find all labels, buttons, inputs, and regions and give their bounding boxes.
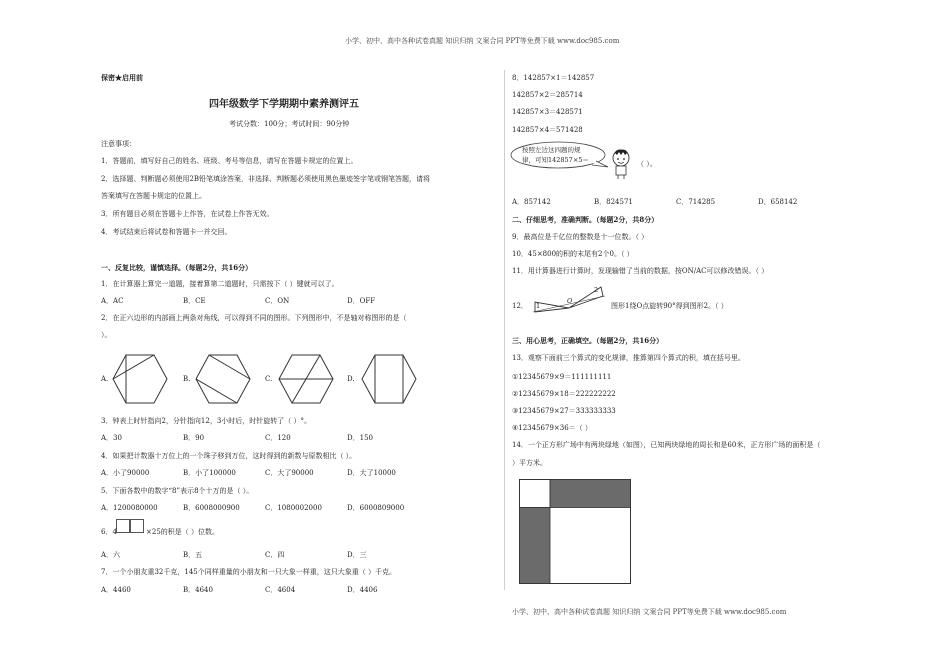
column-divider: [504, 70, 505, 590]
q13-line-3: ③12345679×27＝333333333: [512, 407, 616, 415]
note-2-cont: 答案填写在答题卡规定的位置上。: [101, 192, 206, 200]
question-5: 5．下面各数中的数字“8”表示8个十万的是（ ）。: [101, 487, 254, 495]
q5-option-d: D．6000809000: [347, 504, 405, 512]
q3-option-a: A．30: [101, 434, 122, 442]
rotation-label-o: O: [567, 297, 573, 305]
q2-label-d: D.: [347, 375, 355, 383]
hexagon-figure-c: [278, 354, 334, 404]
secret-label: 保密★启用前: [101, 73, 143, 82]
q13-line-2: ②12345679×18＝222222222: [512, 390, 616, 398]
note-3: 3．所有题目必须在答题卡上作答，在试卷上作答无效。: [101, 210, 274, 218]
q1-option-b: B．CE: [183, 297, 206, 305]
q4-option-c: C．大了90000: [265, 469, 314, 477]
question-6-number: 6．4: [101, 528, 117, 536]
square-plaza-figure: [519, 479, 631, 584]
q7-option-a: A．4460: [101, 586, 131, 594]
q6-digit-boxes: [116, 519, 144, 533]
rotation-label-2: 2: [594, 286, 599, 294]
boy-cartoon-icon: [610, 148, 632, 180]
q8-option-c: C．714285: [676, 198, 716, 206]
q4-option-a: A．小了90000: [101, 469, 150, 477]
note-2: 2．选择题、判断题必须使用2B铅笔填涂答案，非选择、判断题必须使用黑色墨迹签字笔或钢笔答题，请将: [101, 175, 431, 183]
section-3-heading: 三、用心思考，正确填空。（每题2分，共16分）: [512, 336, 664, 345]
q8-option-a: A．857142: [512, 198, 551, 206]
page-header: 小学、初中、高中各种试卷真题 知识归纳 文案合同 PPT等免费下载 www.doc985.com: [345, 37, 620, 45]
q8-option-b: B．824571: [594, 198, 633, 206]
question-12-number: 12．: [512, 302, 528, 310]
q3-option-b: B．90: [183, 434, 205, 442]
q2-label-b: B.: [183, 375, 191, 383]
rotation-label-1: 1: [536, 302, 541, 310]
q8-answer-blank: （ ）。: [637, 160, 657, 168]
speech-bubble-line-2: 律，可知142857×5＝: [522, 156, 589, 164]
q7-option-b: B．4640: [183, 586, 213, 594]
question-2-cont: ）。: [101, 331, 112, 339]
q2-label-a: A.: [101, 375, 109, 383]
hexagon-figure-b: [195, 354, 251, 404]
q4-option-d: D．大了10000: [347, 469, 396, 477]
question-14-cont: ）平方米。: [512, 459, 547, 467]
note-1: 1．答题前，填写好自己的姓名、班级、考号等信息，请写在答题卡规定的位置上。: [101, 157, 358, 165]
section-2-heading: 二、仔细思考，准确判断。（每题2分，共8分）: [512, 215, 659, 224]
hexagon-figure-a: [112, 354, 168, 404]
q6-option-b: B．五: [183, 551, 203, 559]
q5-option-c: C．1080002000: [265, 504, 322, 512]
question-14: 14．一个正方形广场中有两块绿地（如图），已知两块绿地的周长和是60米，正方形广场的面积是（: [512, 441, 821, 449]
question-4: 4．如果把计数器十万位上的一个珠子移到万位，这时得到的新数与原数相比（ ）。: [101, 452, 357, 460]
q13-line-1: ①12345679×9＝111111111: [512, 373, 612, 381]
section-1-heading: 一、反复比较，谨慎选择。（每题2分，共16分）: [101, 263, 253, 272]
question-13: 13．观察下面前三个算式的变化规律，推算第四个算式的积，填在括号里。: [512, 354, 745, 362]
q2-label-c: C.: [265, 375, 273, 383]
q3-option-d: D．150: [347, 434, 373, 442]
question-9: 9．最高位是千亿位的整数是十一位数。（ ）: [512, 233, 649, 241]
q4-option-b: B．小了100000: [183, 469, 236, 477]
q1-option-c: C．ON: [265, 297, 290, 305]
question-12: 图形1绕O点旋转90°得到图形2。（ ）: [611, 302, 728, 310]
question-6: ×25的积是（ ）位数。: [146, 528, 219, 536]
note-4: 4．考试结束后将试卷和答题卡一并交回。: [101, 228, 232, 236]
q8-line-2: 142857×2＝285714: [512, 91, 583, 99]
q8-option-d: D．658142: [758, 198, 798, 206]
q6-option-d: D．三: [347, 551, 367, 559]
exam-info: 考试分数：100分；考试时间：90分钟: [229, 120, 350, 128]
q7-option-c: C．4604: [265, 586, 296, 594]
q5-option-a: A．1200080000: [101, 504, 158, 512]
hexagon-figure-d: [361, 354, 417, 404]
q8-line-1: 8．142857×1＝142857: [512, 74, 595, 82]
notes-heading: 注意事项：: [101, 140, 136, 148]
q1-option-d: D．OFF: [347, 297, 376, 305]
question-11: 11．用计算器进行计算时，发现输错了当前的数据，按ON/AC可以修改错误。（ ）: [512, 267, 769, 275]
q7-option-d: D．4406: [347, 586, 378, 594]
q8-line-3: 142857×3＝428571: [512, 108, 583, 116]
question-10: 10．45×800的积的末尾有2个0。（ ）: [512, 250, 634, 258]
page-title: 四年级数学下学期期中素养测评五: [209, 99, 359, 110]
q13-line-4: ④12345679×36＝（ ）: [512, 424, 592, 432]
speech-bubble-line-1: 按照左边这四题的规: [522, 146, 581, 154]
question-2: 2．在正六边形的内部画上两条对角线，可以得到不同的图形。下列图形中，不是轴对称图形的是（: [101, 314, 407, 322]
question-7: 7．一个小朋友重32千克，145个同样重量的小朋友和一只大象一样重，这只大象重（ ）千克。: [101, 568, 396, 576]
q6-option-a: A．六: [101, 551, 121, 559]
question-1: 1．在计算器上算完一道题，接着算第二道题时，只需按下（ ）键就可以了。: [101, 280, 339, 288]
q8-line-4: 142857×4＝571428: [512, 126, 583, 134]
q3-option-c: C．120: [265, 434, 291, 442]
q1-option-a: A．AC: [101, 297, 124, 305]
q6-option-c: C．四: [265, 551, 285, 559]
q5-option-b: B．6008000900: [183, 504, 240, 512]
page-footer: 小学、初中、高中各种试卷真题 知识归纳 文案合同 PPT等免费下载 www.doc985.com: [512, 608, 787, 616]
question-3: 3．钟表上时针指向2，分针指向12，3小时后，时针旋转了（ ）°。: [101, 417, 311, 425]
